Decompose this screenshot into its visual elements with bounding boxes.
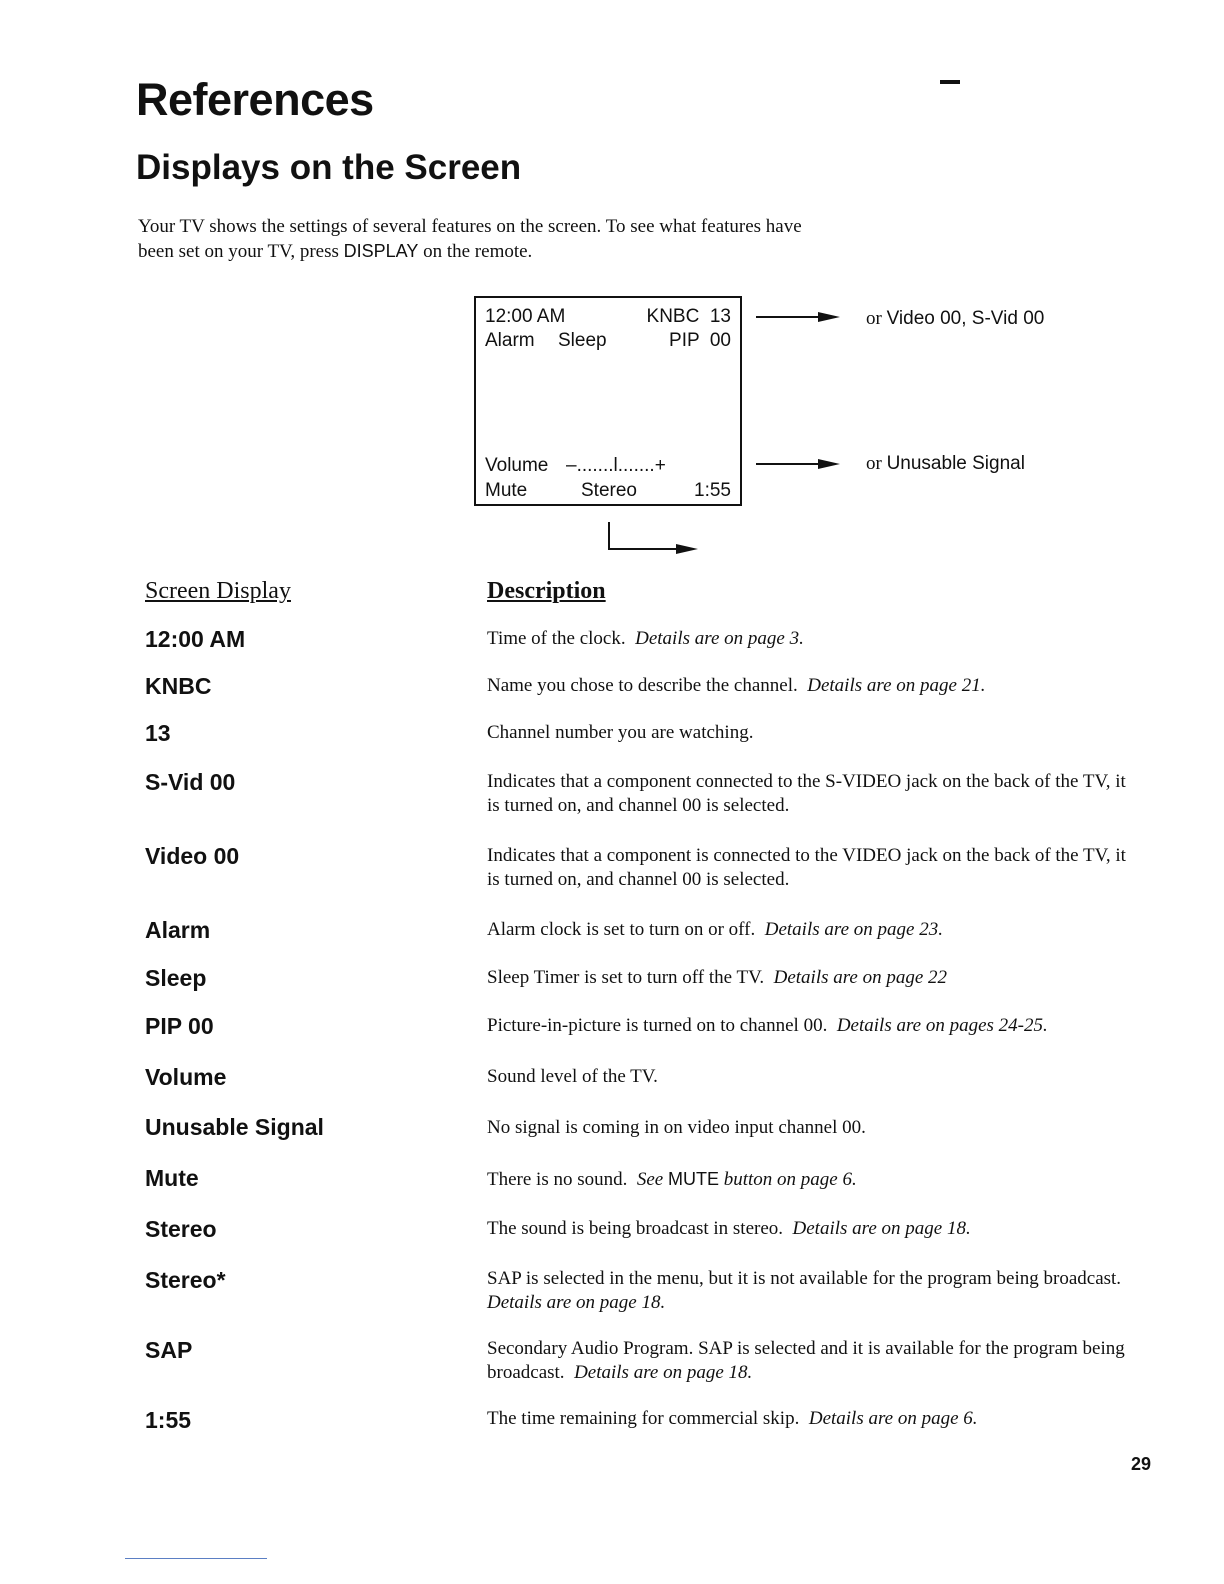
screen-sleep: Sleep (558, 330, 607, 351)
term-stereo-star: Stereo* (145, 1267, 226, 1293)
desc-text: The sound is being broadcast in stereo. (487, 1218, 784, 1239)
screen-timer: 1:55 (694, 480, 731, 501)
column-header-description: Description (487, 578, 606, 604)
desc-ref: Details are on pages 24-25. (836, 1015, 1048, 1036)
desc-text: Channel number you are watching. (487, 722, 754, 743)
term-volume: Volume (145, 1064, 227, 1090)
term-channel-name: KNBC (145, 673, 212, 699)
desc-channel-number (487, 721, 1137, 745)
screen-alarm: Alarm (485, 330, 535, 351)
screen-stereo: Stereo (581, 480, 637, 501)
page-title: References (136, 74, 374, 125)
screen-pip: PIP 00 (669, 330, 731, 351)
term-clock: 12:00 AM (145, 626, 246, 652)
desc-volume (487, 1065, 1137, 1089)
term-sap: SAP (145, 1337, 193, 1363)
desc-ref: Details are on page 18. (792, 1218, 971, 1239)
column-header-screen-display: Screen Display (145, 578, 291, 604)
desc-text: Indicates that a component connected to the S-VIDEO jack on the back of the TV, it is turned on, and channel 00 is selected. (487, 771, 1126, 816)
desc-alarm (487, 918, 1137, 942)
desc-ref-post: button on page 6. (723, 1169, 857, 1190)
note-signal-value: Unusable Signal (886, 453, 1025, 474)
term-mute: Mute (145, 1165, 199, 1191)
desc-svid (487, 770, 1137, 818)
desc-mute (487, 1167, 1137, 1192)
desc-text: The time remaining for commercial skip. (487, 1408, 800, 1429)
desc-text: Secondary Audio Program. SAP is selected and it is available for the program being broadcast. (487, 1338, 1125, 1383)
screen-time: 12:00 AM (485, 306, 566, 327)
intro-paragraph (138, 215, 838, 264)
note-video (866, 308, 1044, 330)
desc-text: Sleep Timer is set to turn off the TV. (487, 967, 765, 988)
term-pip: PIP 00 (145, 1013, 214, 1039)
bottom-rule (125, 1558, 267, 1559)
desc-ref: Details are on page 21. (807, 675, 986, 696)
arrow-right-icon-top (756, 310, 842, 324)
term-alarm: Alarm (145, 917, 211, 943)
desc-ref: Details are on page 3. (635, 628, 804, 649)
desc-text: There is no sound. (487, 1169, 628, 1190)
desc-clock (487, 627, 1137, 651)
arrow-right-icon-bottom (756, 457, 842, 471)
desc-text: No signal is coming in on video input channel 00. (487, 1117, 866, 1138)
desc-pip (487, 1014, 1137, 1038)
desc-video (487, 844, 1137, 892)
arrow-elbow-icon (604, 522, 700, 556)
desc-ref: Details are on page 22 (773, 967, 948, 988)
term-sleep: Sleep (145, 965, 207, 991)
desc-mute-key: MUTE (668, 1169, 719, 1189)
intro-text-2: on the remote. (418, 241, 533, 262)
section-title: Displays on the Screen (136, 148, 522, 187)
desc-text: Time of the clock. (487, 628, 626, 649)
note-video-value: Video 00, S-Vid 00 (886, 308, 1045, 329)
page-number: 29 (1131, 1454, 1152, 1474)
screen-volume-bar: –.......l.......+ (566, 455, 666, 476)
desc-stereo (487, 1217, 1137, 1241)
desc-sleep (487, 966, 1137, 990)
desc-stereo-star (487, 1267, 1137, 1315)
intro-display-key: DISPLAY (343, 241, 419, 261)
tv-screen-diagram (474, 296, 742, 506)
desc-text: Picture-in-picture is turned on to channel 00. (487, 1015, 828, 1036)
note-signal-or: or (866, 453, 882, 474)
screen-channel: KNBC 13 (646, 306, 731, 327)
desc-text: Sound level of the TV. (487, 1066, 658, 1087)
screen-mute: Mute (485, 480, 528, 501)
term-channel-number: 13 (145, 720, 171, 746)
desc-ref-pre: See (636, 1169, 664, 1190)
desc-text: Indicates that a component is connected to the VIDEO jack on the back of the TV, it is turned on, and channel 00 is selected. (487, 845, 1126, 890)
desc-commercial-skip (487, 1407, 1137, 1431)
corner-mark (940, 80, 960, 84)
screen-volume: Volume (485, 455, 549, 476)
term-commercial-skip: 1:55 (145, 1407, 192, 1433)
note-video-or: or (866, 308, 882, 329)
term-svid: S-Vid 00 (145, 769, 236, 795)
desc-ref: Details are on page 18. (487, 1292, 666, 1313)
term-unusable-signal: Unusable Signal (145, 1114, 324, 1140)
desc-text: Alarm clock is set to turn on or off. (487, 919, 756, 940)
desc-sap (487, 1337, 1137, 1385)
term-stereo: Stereo (145, 1216, 217, 1242)
desc-unusable-signal (487, 1116, 1137, 1140)
desc-text: SAP is selected in the menu, but it is not available for the program being broadcast. (487, 1268, 1122, 1289)
desc-channel-name (487, 674, 1137, 698)
term-video: Video 00 (145, 843, 240, 869)
desc-ref: Details are on page 6. (808, 1408, 978, 1429)
desc-ref: Details are on page 23. (764, 919, 943, 940)
note-signal (866, 453, 1025, 475)
intro-text-1: Your TV shows the settings of several features on the screen. To see what features have been set on your TV, press (138, 216, 802, 262)
desc-text: Name you chose to describe the channel. (487, 675, 798, 696)
desc-ref: Details are on page 18. (574, 1362, 753, 1383)
